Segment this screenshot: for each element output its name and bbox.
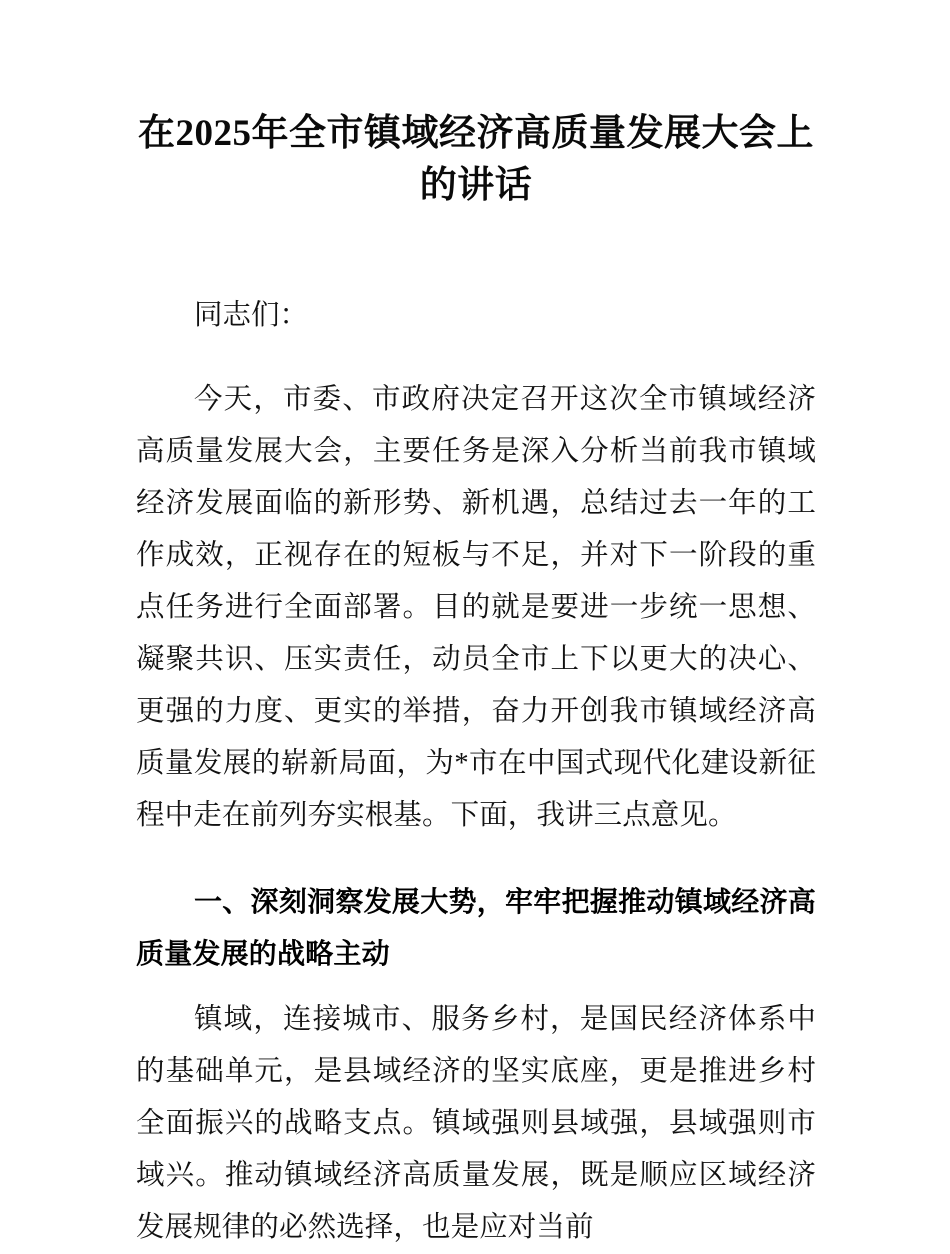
body-paragraph-1: 今天，市委、市政府决定召开这次全市镇域经济高质量发展大会，主要任务是深入分析当前我市镇域经济发展面临的新形势、新机遇，总结过去一年的工作成效，正视存在的短板与不足，并对下一阶段的重点任务进行全面部署。目的就是要进一步统一思想、凝聚共识、压实责任，动员全市上下以更大的决心、更强的力度、更实的举措，奋力开创我市镇域经济高质量发展的崭新局面，为*市在中国式现代化建设新征程中走在前列夯实根基。下面，我讲三点意见。 [136,384,816,831]
page-title: 在2025年全市镇域经济高质量发展大会上的讲话 [138,113,814,206]
section-heading-1: 一、深刻洞察发展大势，牢牢把握推动镇域经济高质量发展的战略主动 [136,886,816,969]
body-paragraph-2: 镇域，连接城市、服务乡村，是国民经济体系中的基础单元，是县域经济的坚实底座，更是推进乡村全面振兴的战略支点。镇域强则县域强，县域强则市域兴。推动镇域经济高质量发展，既是顺应区域经济发展规律的必然选择，也是应对当前 [136,1004,816,1243]
document-content [136,0,816,1254]
salutation: 同志们： [194,300,309,331]
